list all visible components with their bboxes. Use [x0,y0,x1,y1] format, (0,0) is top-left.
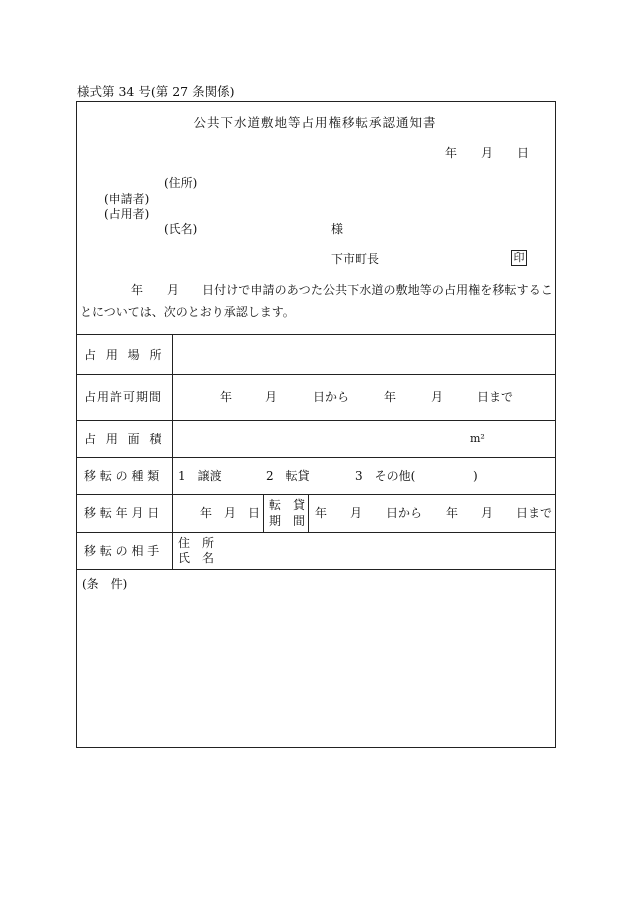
period-month-1: 月 [265,390,278,404]
lease-month-2: 月 [481,506,494,520]
transfer-day: 日 [248,506,261,520]
row-divider [76,494,556,495]
period-year-1: 年 [220,390,233,404]
lease-period-label-2: 期 間 [269,514,306,528]
transfer-option-close: ) [473,469,478,483]
transfer-option-sublease: 2 転貸 [266,469,310,483]
conditions-label: (条 件) [82,577,128,591]
row-divider [76,532,556,533]
form-number: 様式第 34 号(第 27 条関係) [77,84,235,99]
body-month: 月 [167,283,180,297]
area-label: 占 用 面 積 [84,432,165,446]
transfer-option-other: 3 その他( [355,469,416,483]
period-from: 日から [313,390,350,404]
transfer-type-label: 移 転 の 種 類 [84,469,160,483]
body-year: 年 [131,283,144,297]
date-day: 日 [517,146,530,160]
area-unit: m² [470,432,485,445]
row-divider [76,334,556,335]
transfer-month: 月 [224,506,237,520]
lease-divider-left [263,494,264,532]
label-column-divider [172,334,173,569]
body-line2: とについては、次のとおり承認します。 [80,305,295,319]
location-label: 占 用 場 所 [84,348,165,362]
period-year-2: 年 [384,390,397,404]
lease-year-1: 年 [315,506,328,520]
lease-period-label-1: 転 貸 [269,498,306,512]
honorific: 様 [331,222,344,236]
lease-from: 日から [386,506,423,520]
transfer-option-assign: 1 譲渡 [178,469,222,483]
lease-divider-right [308,494,309,532]
transferee-label: 移 転 の 相 手 [84,544,160,558]
row-divider [76,420,556,421]
period-label: 占用許可期間 [84,390,163,404]
transferee-name: 氏 名 [178,551,215,565]
issuer-name: 下市町長 [331,252,380,266]
transferee-address: 住 所 [178,536,215,550]
occupant-label: (占用者) [104,207,150,221]
lease-month-1: 月 [350,506,363,520]
lease-until: 日まで [516,506,553,520]
date-month: 月 [481,146,494,160]
document-title: 公共下水道敷地等占用権移転承認通知書 [193,115,437,130]
address-label: (住所) [164,176,198,190]
period-month-2: 月 [431,390,444,404]
name-label: (氏名) [164,222,198,236]
transfer-date-label: 移 転 年 月 日 [84,506,160,520]
period-until: 日まで [477,390,514,404]
body-line1: 日付けで申請のあつた公共下水道の敷地等の占用権を移転するこ [202,283,553,297]
lease-year-2: 年 [446,506,459,520]
row-divider [76,374,556,375]
seal-box: 印 [511,250,527,266]
row-divider [76,457,556,458]
row-divider [76,569,556,570]
applicant-label: (申請者) [104,192,150,206]
transfer-year: 年 [200,506,213,520]
date-year: 年 [445,146,458,160]
